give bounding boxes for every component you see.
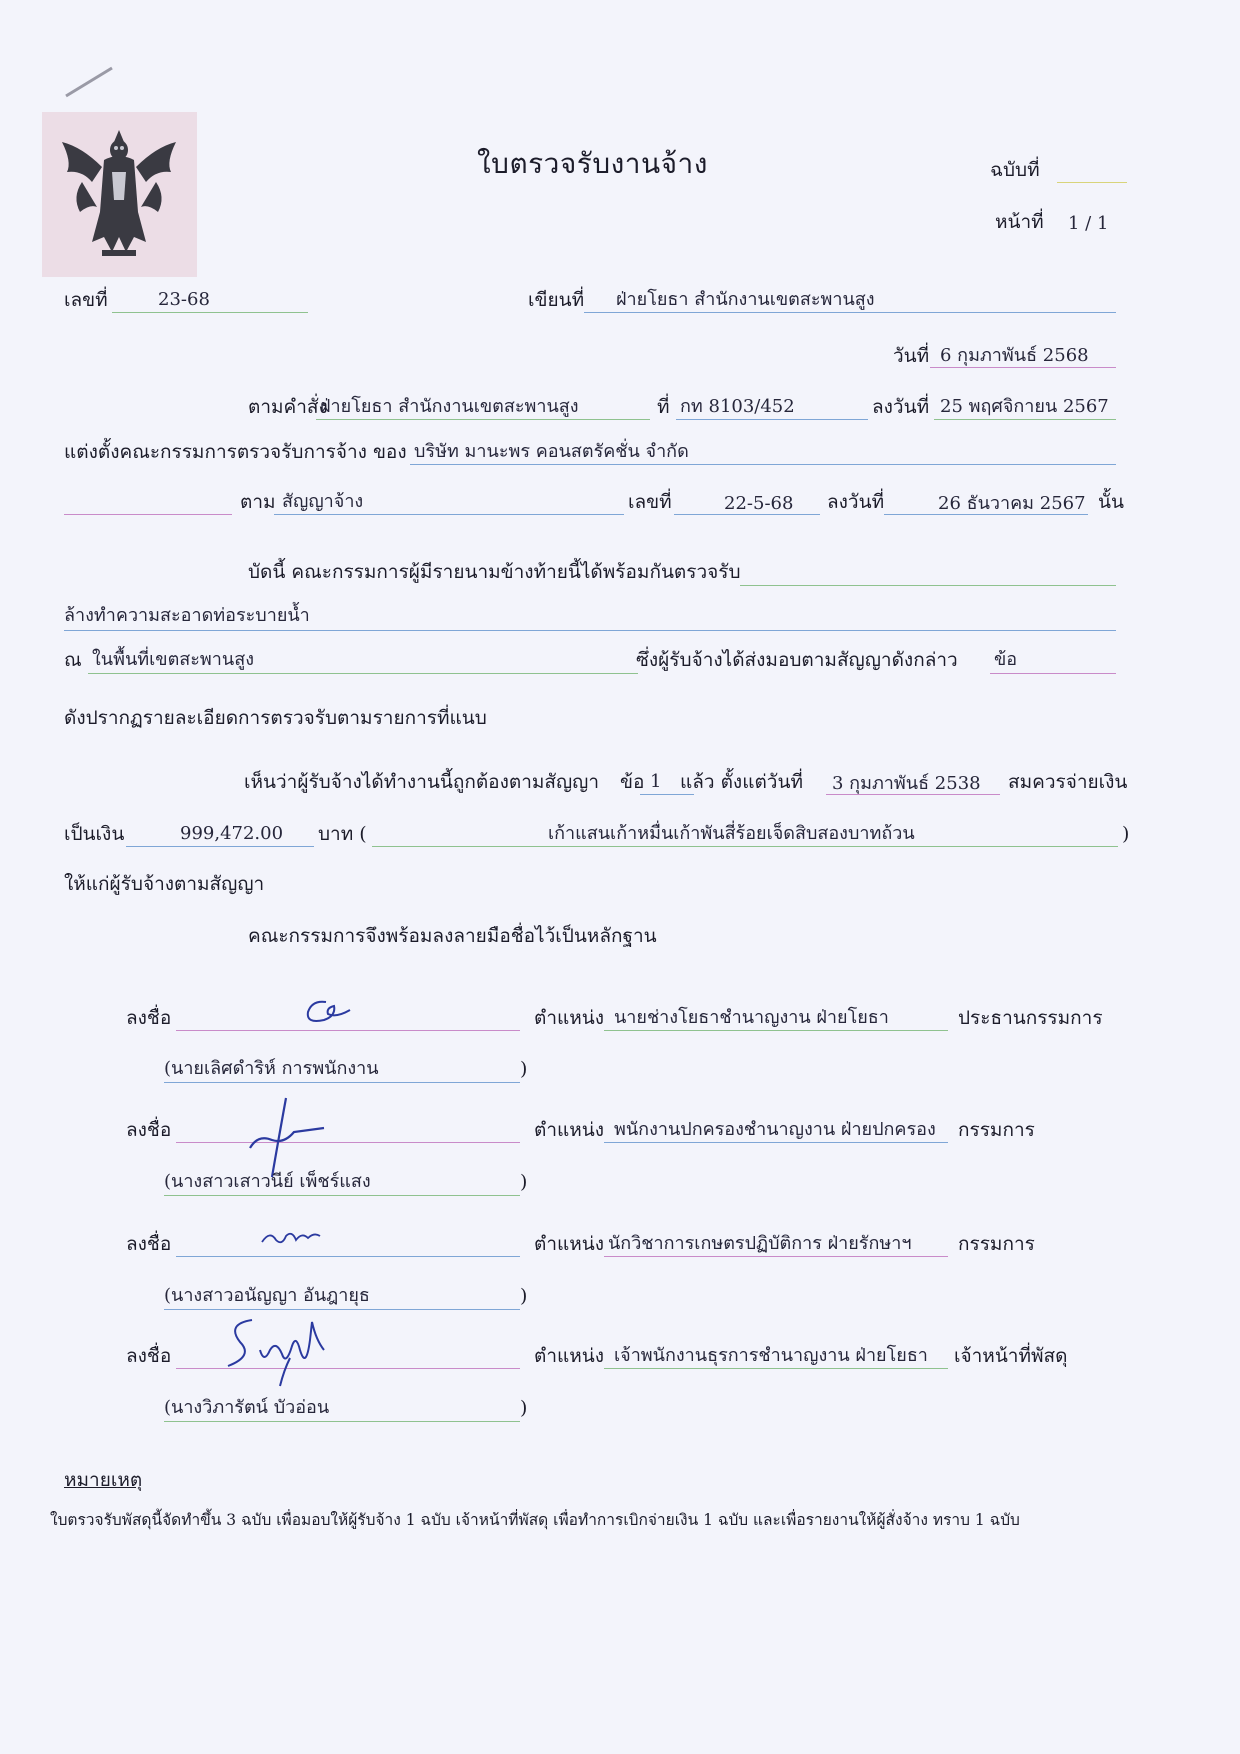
delivered-line [990, 673, 1116, 674]
doc-no-label: เลขที่ [64, 289, 108, 311]
name-close-paren-3: ) [520, 1285, 528, 1307]
amount-line [126, 846, 314, 847]
position-value-1: นายช่างโยธาชำนาญงาน ฝ่ายโยธา [614, 1007, 889, 1028]
contract-end-label: นั้น [1098, 491, 1124, 513]
position-label-2: ตำแหน่ง [534, 1119, 605, 1141]
sign-line-2 [176, 1142, 520, 1143]
signature-4 [220, 1310, 340, 1390]
position-line-1 [604, 1030, 948, 1031]
position-label-3: ตำแหน่ง [534, 1233, 605, 1255]
name-close-paren-2: ) [520, 1171, 528, 1193]
sign-line-3 [176, 1256, 520, 1257]
sign-label-2: ลงชื่อ [126, 1119, 172, 1141]
amount-text-value: เก้าแสนเก้าหมื่นเก้าพันสี่ร้อยเจ็ดสิบสองบาทถ้วน [548, 823, 915, 844]
name-close-paren-1: ) [520, 1058, 528, 1080]
work-line [64, 630, 1116, 631]
order-by-line [316, 419, 650, 420]
signature-2 [232, 1092, 332, 1182]
amount-value: 999,472.00 [180, 823, 284, 844]
sign-statement-text: คณะกรรมการจึงพร้อมลงลายมือชื่อไว้เป็นหลักฐาน [248, 925, 657, 947]
written-at-value: ฝ่ายโยธา สำนักงานเขตสะพานสูง [616, 289, 875, 310]
contract-type-line [274, 514, 624, 515]
contract-per-label: ตาม [240, 491, 276, 513]
name-line-3 [164, 1309, 520, 1310]
date-value: 6 กุมภาพันธ์ 2568 [940, 345, 1089, 366]
clause-line [640, 794, 694, 795]
delivered-value: ข้อ [994, 649, 1018, 670]
role-value-2: กรรมการ [958, 1119, 1035, 1141]
location-line [88, 673, 638, 674]
appoint-label: แต่งตั้งคณะกรรมการตรวจรับการจ้าง ของ [64, 441, 407, 463]
staple-mark [60, 62, 120, 102]
sign-label-4: ลงชื่อ [126, 1345, 172, 1367]
work-value: ล้างทำความสะอาดท่อระบายน้ำ [64, 605, 310, 626]
order-by-label: ตามคำสั่ง [248, 396, 328, 418]
document-title: ใบตรวจรับงานจ้าง [477, 147, 708, 180]
signer-name-1: (นายเลิศดำริห์ การพนักงาน [164, 1058, 379, 1079]
since-label: แล้ว ตั้งแต่วันที่ [680, 771, 803, 793]
name-line-1 [164, 1082, 520, 1083]
company-line [410, 464, 1116, 465]
copy-number-line [1057, 182, 1127, 183]
signer-name-4: (นางวิภารัตน์ บัวอ่อน [164, 1397, 330, 1418]
contract-no-value: 22-5-68 [724, 493, 794, 514]
garuda-icon [42, 112, 197, 277]
position-value-4: เจ้าพนักงานธุรการชำนาญงาน ฝ่ายโยธา [614, 1345, 928, 1366]
written-at-line [584, 312, 1116, 313]
contract-no-label: เลขที่ [628, 491, 672, 513]
amount-label: เป็นเงิน [64, 823, 125, 845]
baht-label: บาท ( [318, 823, 367, 845]
position-label-1: ตำแหน่ง [534, 1007, 605, 1029]
order-date-value: 25 พฤศจิกายน 2567 [940, 396, 1109, 417]
details-text: ดังปรากฏรายละเอียดการตรวจรับตามรายการที่แนบ [64, 707, 487, 729]
amount-text-line [372, 846, 1118, 847]
seen-label: เห็นว่าผู้รับจ้างได้ทำงานนี้ถูกต้องตามสัญญา [244, 771, 600, 793]
doc-no-value: 23-68 [158, 289, 210, 310]
order-date-label: ลงวันที่ [872, 396, 930, 418]
name-close-paren-4: ) [520, 1397, 528, 1419]
note-text: ใบตรวจรับพัสดุนี้จัดทำขึ้น 3 ฉบับ เพื่อมอบให้ผู้รับจ้าง 1 ฉบับ เจ้าหน้าที่พัสดุ เพื่อทำการเบิกจ่ายเงิน 1 ฉบับ และเพื่อรายงานให้ผู้สั่งจ้าง ทราบ 1 ฉบับ [50, 1511, 1020, 1529]
written-at-label: เขียนที่ [528, 289, 585, 311]
position-line-2 [604, 1142, 948, 1143]
intro-text: บัดนี้ คณะกรรมการผู้มีรายนามข้างท้ายนี้ได้พร้อมกันตรวจรับ [248, 561, 741, 583]
since-value: 3 กุมภาพันธ์ 2538 [832, 773, 981, 794]
location-at-label: ณ [64, 649, 82, 671]
intro-line [740, 585, 1116, 586]
copy-number-label: ฉบับที่ [990, 159, 1040, 181]
name-line-2 [164, 1195, 520, 1196]
position-line-3 [604, 1256, 948, 1257]
signer-name-2: (นางสาวเสาวนีย์ เพ็ชร์แสง [164, 1171, 371, 1192]
note-label: หมายเหตุ [64, 1469, 143, 1491]
clause-value: 1 [650, 771, 662, 792]
order-date-line [934, 419, 1116, 420]
role-value-4: เจ้าหน้าที่พัสดุ [954, 1345, 1068, 1367]
to-contractor-text: ให้แก่ผู้รับจ้างตามสัญญา [64, 873, 265, 895]
pay-label: สมควรจ่ายเงิน [1008, 771, 1128, 793]
contract-type-value: สัญญาจ้าง [282, 491, 364, 512]
position-label-4: ตำแหน่ง [534, 1345, 605, 1367]
clause-label: ข้อ [620, 771, 645, 793]
contract-lead-line [64, 514, 232, 515]
contract-date-label: ลงวันที่ [827, 491, 885, 513]
garuda-emblem [42, 112, 197, 277]
order-ref-value: กท 8103/452 [680, 396, 795, 417]
signer-name-3: (นางสาวอนัญญา อันฎายุธ [164, 1285, 370, 1306]
sign-label-3: ลงชื่อ [126, 1233, 172, 1255]
position-value-2: พนักงานปกครองชำนาญงาน ฝ่ายปกครอง [614, 1119, 936, 1140]
order-ref-line [676, 419, 868, 420]
date-label: วันที่ [893, 345, 930, 367]
doc-no-line [112, 312, 308, 313]
order-ref-label: ที่ [657, 396, 670, 418]
amount-close-paren: ) [1122, 823, 1130, 845]
order-by-value: ฝ่ายโยธา สำนักงานเขตสะพานสูง [320, 396, 579, 417]
company-value: บริษัท มานะพร คอนสตรัคชั่น จำกัด [414, 441, 689, 462]
contract-date-value: 26 ธันวาคม 2567 [938, 493, 1086, 514]
signature-1 [290, 992, 360, 1028]
name-line-4 [164, 1421, 520, 1422]
position-line-4 [604, 1368, 948, 1369]
role-value-3: กรรมการ [958, 1233, 1035, 1255]
signature-3 [258, 1226, 322, 1248]
position-value-3: นักวิชาการเกษตรปฏิบัติการ ฝ่ายรักษาฯ [608, 1233, 912, 1254]
role-value-1: ประธานกรรมการ [958, 1007, 1103, 1029]
sign-line-1 [176, 1030, 520, 1031]
page-number-value: 1 / 1 [1068, 213, 1109, 234]
delivered-label: ซึ่งผู้รับจ้างได้ส่งมอบตามสัญญาดังกล่าว [636, 649, 958, 671]
sign-label-1: ลงชื่อ [126, 1007, 172, 1029]
location-value: ในพื้นที่เขตสะพานสูง [92, 649, 254, 670]
page-number-label: หน้าที่ [995, 211, 1044, 233]
